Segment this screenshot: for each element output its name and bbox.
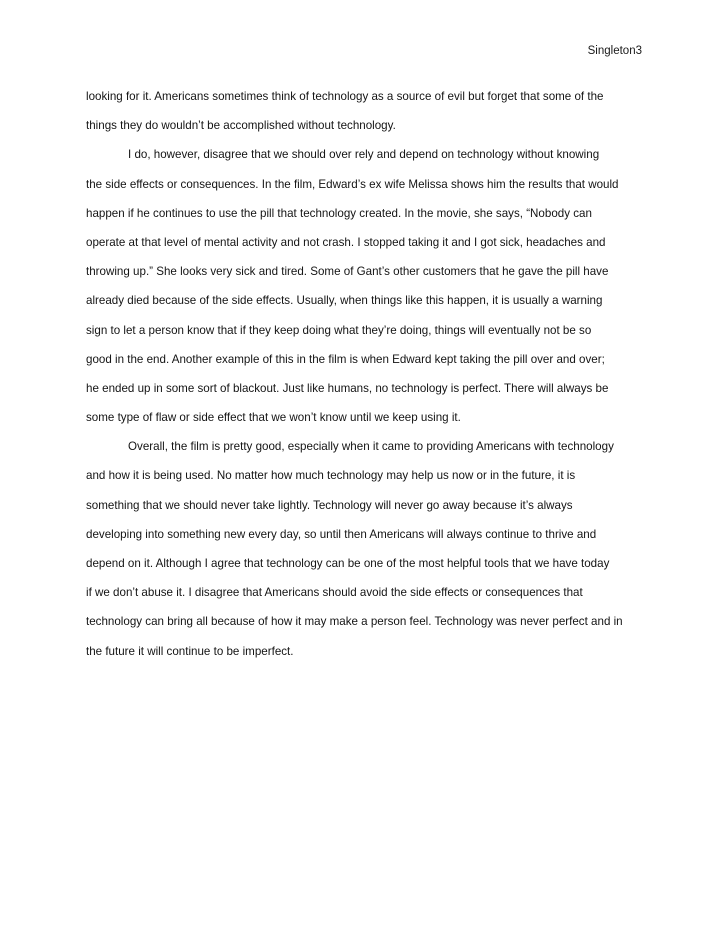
body-line: some type of flaw or side effect that we won’t know until we keep using it. [86,411,461,425]
running-head: Singleton3 [587,45,642,57]
body-line: technology can bring all because of how it may make a person feel. Technology was never perfect and in [86,615,623,629]
document-body [86,82,648,666]
body-line: good in the end. Another example of this in the film is when Edward kept taking the pill over and over; [86,352,605,366]
body-line: looking for it. Americans sometimes think of technology as a source of evil but forget that some of the [86,90,604,103]
body-line: the side effects or consequences. In the film, Edward’s ex wife Melissa shows him the results that would [86,177,619,191]
body-line: and how it is being used. No matter how much technology may help us now or in the future, it is [86,469,576,483]
body-line: already died because of the side effects. Usually, when things like this happen, it is usually a warning [86,294,603,308]
body-line: sign to let a person know that if they keep doing what they’re doing, things will eventually not be so [86,323,592,337]
body-line: depend on it. Although I agree that technology can be one of the most helpful tools that we have today [86,557,610,570]
body-line: throwing up.” She looks very sick and tired. Some of Gant’s other customers that he gave the pill have [86,265,609,279]
body-line: the future it will continue to be imperfect. [86,644,294,658]
body-line: if we don’t abuse it. I disagree that Americans should avoid the side effects or consequences that [86,586,583,600]
body-line: he ended up in some sort of blackout. Just like humans, no technology is perfect. There will always be [86,381,609,395]
body-line: things they do wouldn’t be accomplished without technology. [86,119,396,133]
body-line: operate at that level of mental activity and not crash. I stopped taking it and I got sick, headaches and [86,235,606,249]
body-line: happen if he continues to use the pill that technology created. In the movie, she says, “Nobody can [86,206,592,220]
body-line: something that we should never take lightly. Technology will never go away because it’s always [86,498,573,512]
paragraph-first-line: I do, however, disagree that we should over rely and depend on technology without knowing [128,148,600,162]
paragraph-first-line: Overall, the film is pretty good, especially when it came to providing Americans with technology [128,440,614,454]
body-line: developing into something new every day, so until then Americans will always continue to thrive and [86,527,597,541]
